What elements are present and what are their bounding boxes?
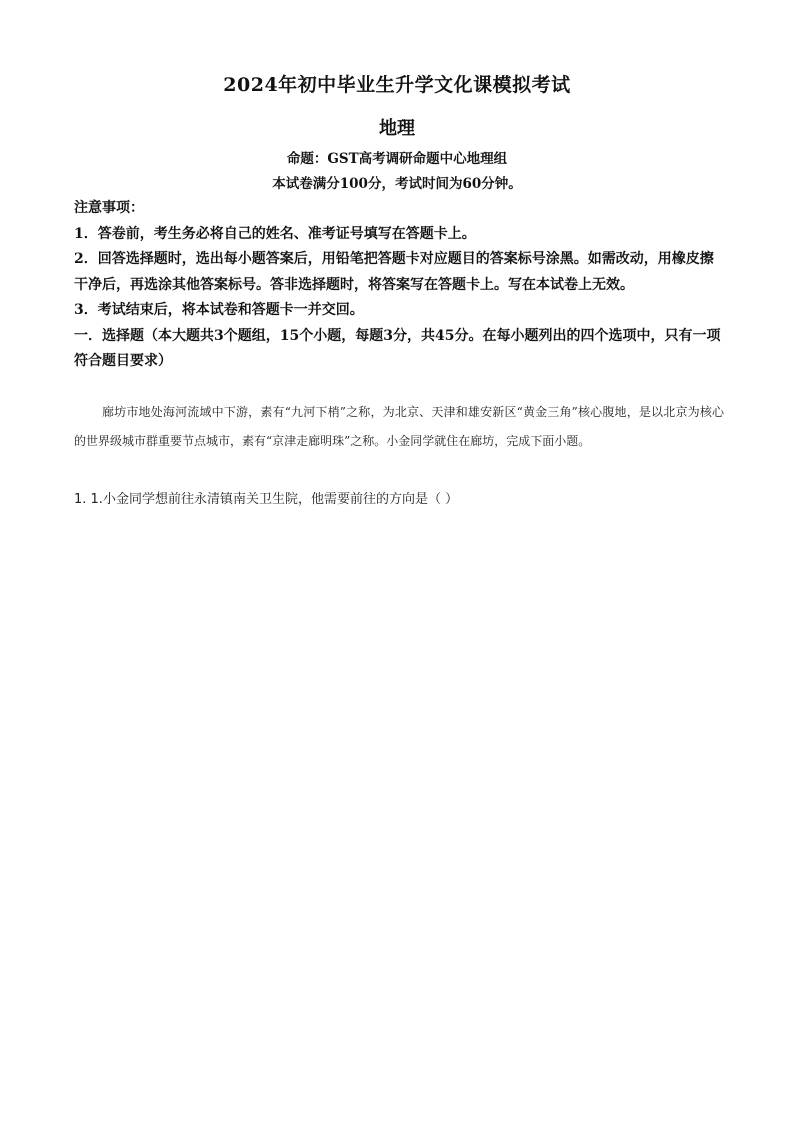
score-info: 本试卷满分100分，考试时间为60分钟。 — [272, 176, 522, 192]
exam-title: 2024年初中毕业生升学文化课模拟考试 — [223, 74, 571, 96]
notes-heading: 注意事项： — [74, 200, 144, 216]
question-1: 1. 1.小金同学想前往永清镇南关卫生院，他需要前往的方向是（ ） — [74, 492, 459, 507]
subject-title: 地理 — [379, 118, 415, 139]
section-heading: 一．选择题（本大题共3个题组，15个小题，每题3分，共45分。在每小题列出的四个选项中，只有一项符合题目要求） — [74, 327, 721, 369]
setter-line: 命题：GST高考调研命题中心地理组 — [286, 151, 508, 167]
note-item-2: 2．回答选择题时，选出每小题答案后，用铅笔把答题卡对应题目的答案标号涂黑。如需改动，用橡皮擦干净后，再选涂其他答案标号。答非选择题时，将答案写在答题卡上。写在本试卷上无效。 — [74, 251, 714, 293]
reading-passage: 廊坊市地处海河流域中下游，素有“九河下梢”之称，为北京、天津和雄安新区“黄金三角”核心腹地，是以北京为核心的世界级城市群重要节点城市，素有“京津走廊明珠”之称。小金同学就住在廊坊，完成下面小题。 — [74, 405, 724, 448]
note-item-3: 3．考试结束后，将本试卷和答题卡一并交回。 — [74, 302, 364, 318]
notes-section — [74, 196, 724, 375]
note-item-1: 1．答卷前，考生务必将自己的姓名、准考证号填写在答题卡上。 — [74, 225, 476, 242]
